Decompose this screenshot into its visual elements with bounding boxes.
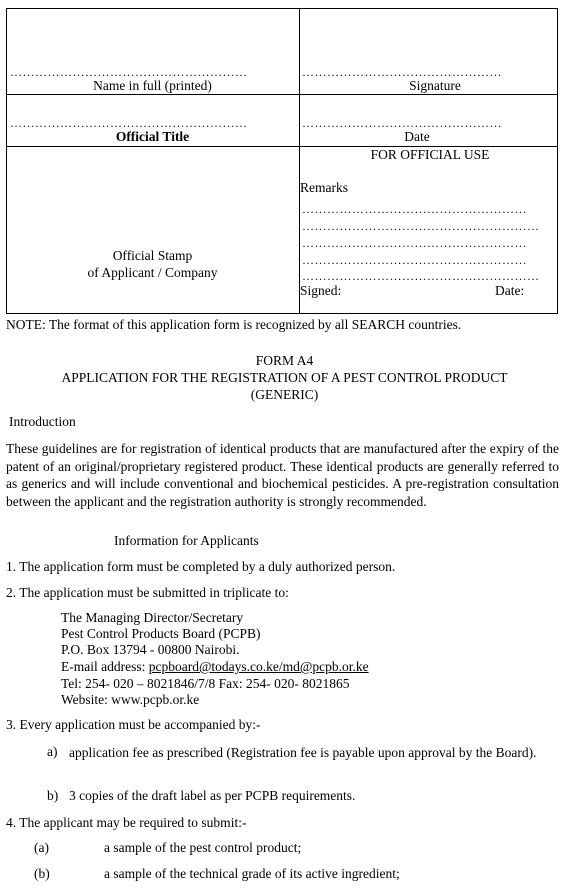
sub-item-a-text: application fee as prescribed (Registration fee is payable upon approval by the Board).	[69, 745, 537, 760]
item-4: 4. The applicant may be required to submit:-	[6, 815, 247, 830]
info-heading: Information for Applicants	[114, 533, 259, 548]
signed-label: Signed:	[300, 283, 342, 298]
address-line-1: The Managing Director/Secretary	[61, 610, 244, 625]
signature-label: Signature	[409, 78, 461, 93]
submit-item-b-text: a sample of the technical grade of its active ingredient;	[104, 866, 400, 881]
form-number: FORM A4	[255, 353, 314, 368]
item-2: 2. The application must be submitted in triplicate to:	[6, 585, 289, 600]
address-line-2: Pest Control Products Board (PCPB)	[61, 626, 261, 641]
sub-item-a-label: a)	[47, 744, 58, 759]
email-link-2[interactable]: md@pcpb.or.ke	[282, 659, 369, 674]
remarks-line-3: ………………………………………………	[302, 237, 527, 249]
name-label: Name in full (printed)	[93, 78, 212, 93]
date2-label: Date:	[495, 283, 525, 298]
remarks-line-1: ………………………………………………	[302, 203, 527, 215]
remarks-label: Remarks	[300, 180, 348, 195]
address-tel-fax: Tel: 254- 020 – 8021846/7/8 Fax: 254- 020- 8021865	[61, 676, 350, 691]
form-title: APPLICATION FOR THE REGISTRATION OF A PEST CONTROL PRODUCT	[61, 370, 508, 385]
date-label: Date	[404, 129, 430, 144]
title-dotted-line: …………………………………………………	[10, 117, 248, 129]
email-separator: /	[278, 659, 283, 674]
sub-item-b-text: 3 copies of the draft label as per PCPB requirements.	[69, 788, 356, 803]
stamp-label-line1: Official Stamp	[112, 248, 193, 263]
address-email	[61, 659, 369, 675]
remarks-line-5: …………………………………………………	[302, 270, 540, 282]
form-subtitle: (GENERIC)	[250, 387, 319, 402]
signature-dotted-line: …………………………………………	[302, 66, 502, 78]
submit-item-b-label: (b)	[34, 866, 50, 881]
remarks-line-4: ………………………………………………	[302, 254, 527, 266]
submit-item-a-label: (a)	[34, 840, 49, 855]
introduction-heading: Introduction	[9, 414, 76, 429]
sub-item-b-label: b)	[47, 788, 59, 803]
form-note: NOTE: The format of this application form is recognized by all SEARCH countries.	[6, 317, 462, 332]
email-link-1[interactable]: pcpboard@todays.co.ke	[148, 659, 279, 674]
date-dotted-line: …………………………………………	[302, 117, 502, 129]
name-dotted-line: …………………………………………………	[10, 66, 248, 78]
address-line-3: P.O. Box 13794 - 00800 Nairobi.	[61, 642, 240, 657]
stamp-label-line2: of Applicant / Company	[87, 265, 218, 280]
email-prefix: E-mail address:	[61, 659, 149, 674]
address-website: Website: www.pcpb.or.ke	[61, 692, 200, 707]
item-3: 3. Every application must be accompanied by:-	[6, 717, 261, 732]
submit-item-a-text: a sample of the pest control product;	[104, 840, 302, 855]
remarks-line-2: …………………………………………………	[302, 220, 540, 232]
item-1: 1. The application form must be completed by a duly authorized person.	[6, 559, 396, 574]
introduction-text: These guidelines are for registration of identical products that are manufactured after the expiry of the patent of an original/proprietary registered product. These identical products are generally referred to as generics and will include conventional and biochemical pesticides. A pre-registration consultation between the applicant and the registration authority is strongly recommended.	[6, 441, 559, 509]
official-use-heading: FOR OFFICIAL USE	[370, 147, 490, 162]
official-title-label: Official Title	[115, 129, 190, 144]
